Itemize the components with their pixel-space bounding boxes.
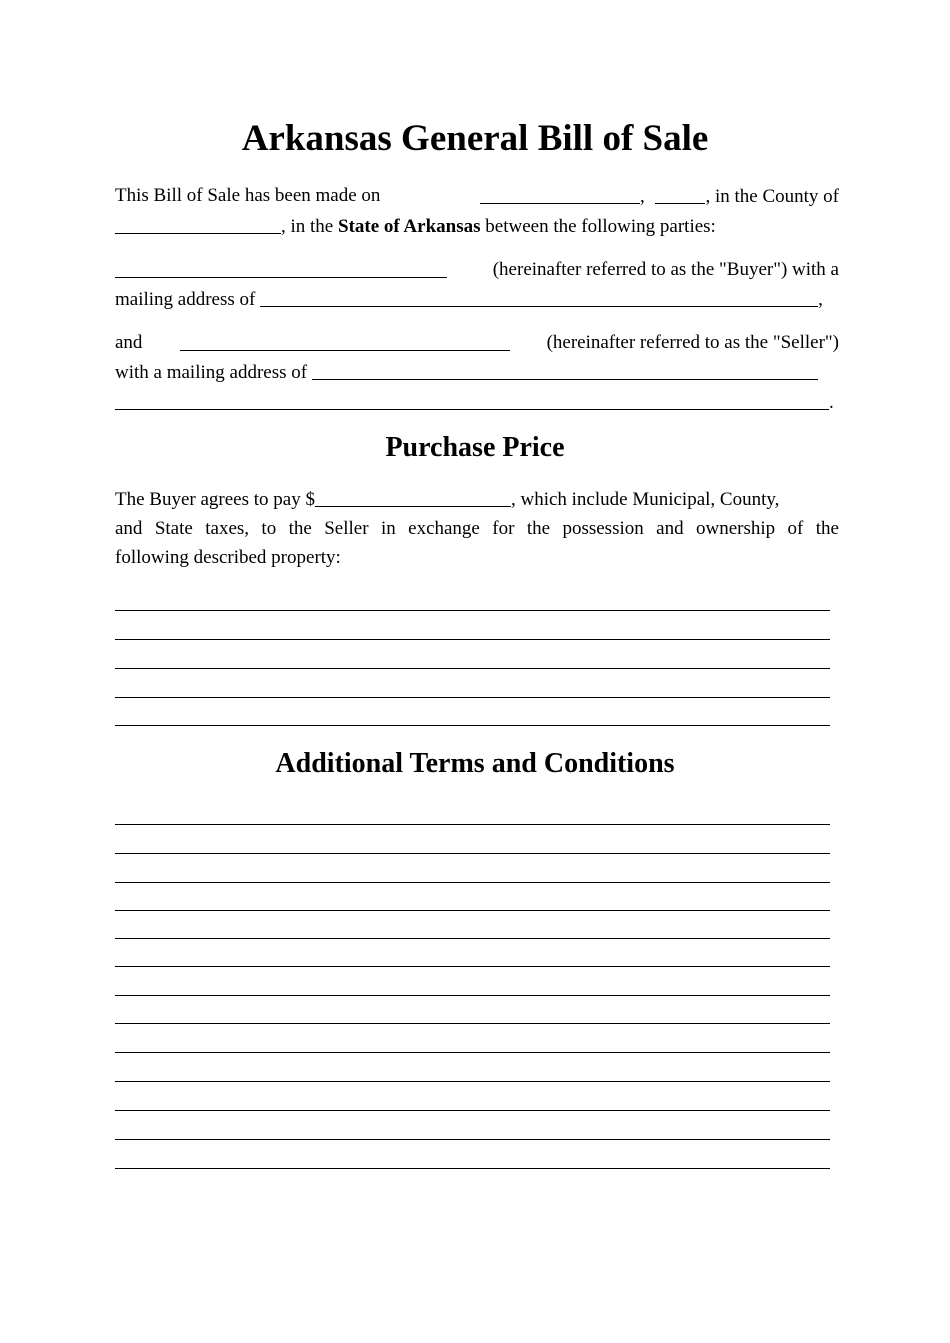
terms-line[interactable] <box>115 1168 830 1169</box>
terms-line[interactable] <box>115 1052 830 1053</box>
price-amount-blank[interactable] <box>315 486 511 507</box>
terms-line[interactable] <box>115 824 830 825</box>
intro-text-1 <box>115 181 380 211</box>
state-name: State of Arkansas <box>338 216 481 237</box>
intro-date-group <box>480 181 839 211</box>
property-line[interactable] <box>115 668 830 669</box>
intro-line-1 <box>115 181 839 211</box>
seller-line-2 <box>115 357 839 387</box>
date-blank[interactable] <box>480 183 640 204</box>
price-line-1 <box>115 484 839 514</box>
buyer-paragraph <box>115 255 839 314</box>
buyer-end-comma: , <box>818 289 823 310</box>
property-line[interactable] <box>115 610 830 611</box>
seller-referred-text: (hereinafter referred to as the "Seller") <box>546 332 839 353</box>
intro-parties-text: between the following parties: <box>485 216 716 237</box>
purchase-price-paragraph <box>115 484 839 572</box>
purchase-price-heading: Purchase Price <box>385 432 565 463</box>
terms-line[interactable] <box>115 853 830 854</box>
seller-address-blank-1[interactable] <box>312 359 818 380</box>
buyer-line-1 <box>115 255 839 284</box>
terms-line[interactable] <box>115 1110 830 1111</box>
seller-end-period: . <box>829 392 834 413</box>
price-agrees-text: The Buyer agrees to pay $ <box>115 489 315 510</box>
seller-line-1 <box>115 328 839 357</box>
date-comma: , <box>639 186 645 207</box>
seller-line-3 <box>115 387 839 417</box>
price-taxes-text: , which include Municipal, County, <box>510 489 780 510</box>
seller-address-blank-2[interactable] <box>115 389 829 410</box>
intro-county-text: , in the County of <box>705 186 839 207</box>
price-amount-group <box>115 484 779 514</box>
county-blank[interactable] <box>115 213 281 234</box>
seller-paragraph <box>115 328 839 417</box>
seller-mailing-text: with a mailing address of <box>115 362 308 383</box>
buyer-line-2 <box>115 284 839 314</box>
seller-name-blank[interactable] <box>180 330 510 351</box>
document-title: Arkansas General Bill of Sale <box>241 118 709 159</box>
terms-line[interactable] <box>115 1081 830 1082</box>
terms-line[interactable] <box>115 995 830 996</box>
buyer-referred-text: (hereinafter referred to as the "Buyer") with a <box>492 259 839 280</box>
terms-line[interactable] <box>115 938 830 939</box>
terms-line[interactable] <box>115 910 830 911</box>
buyer-address-blank[interactable] <box>260 286 818 307</box>
year-blank[interactable] <box>655 183 705 204</box>
intro-in-the-text: , in the <box>281 216 334 237</box>
intro-paragraph <box>115 181 839 241</box>
property-line[interactable] <box>115 639 830 640</box>
terms-line[interactable] <box>115 966 830 967</box>
property-line[interactable] <box>115 725 830 726</box>
price-property-text: following described property: <box>115 547 341 568</box>
seller-and-text: and <box>115 332 143 353</box>
terms-line[interactable] <box>115 1023 830 1024</box>
intro-made-on-text: This Bill of Sale has been made on <box>115 185 381 206</box>
buyer-name-blank[interactable] <box>115 257 447 278</box>
intro-line-2 <box>115 211 839 241</box>
property-line[interactable] <box>115 697 830 698</box>
buyer-mailing-text: mailing address of <box>115 289 256 310</box>
price-line-3 <box>115 543 839 572</box>
terms-line[interactable] <box>115 1139 830 1140</box>
additional-terms-heading: Additional Terms and Conditions <box>275 748 675 779</box>
price-line-2 <box>115 514 839 543</box>
price-exchange-text: and State taxes, to the Seller in exchange for the possession and ownership of the <box>115 518 839 539</box>
terms-line[interactable] <box>115 882 830 883</box>
